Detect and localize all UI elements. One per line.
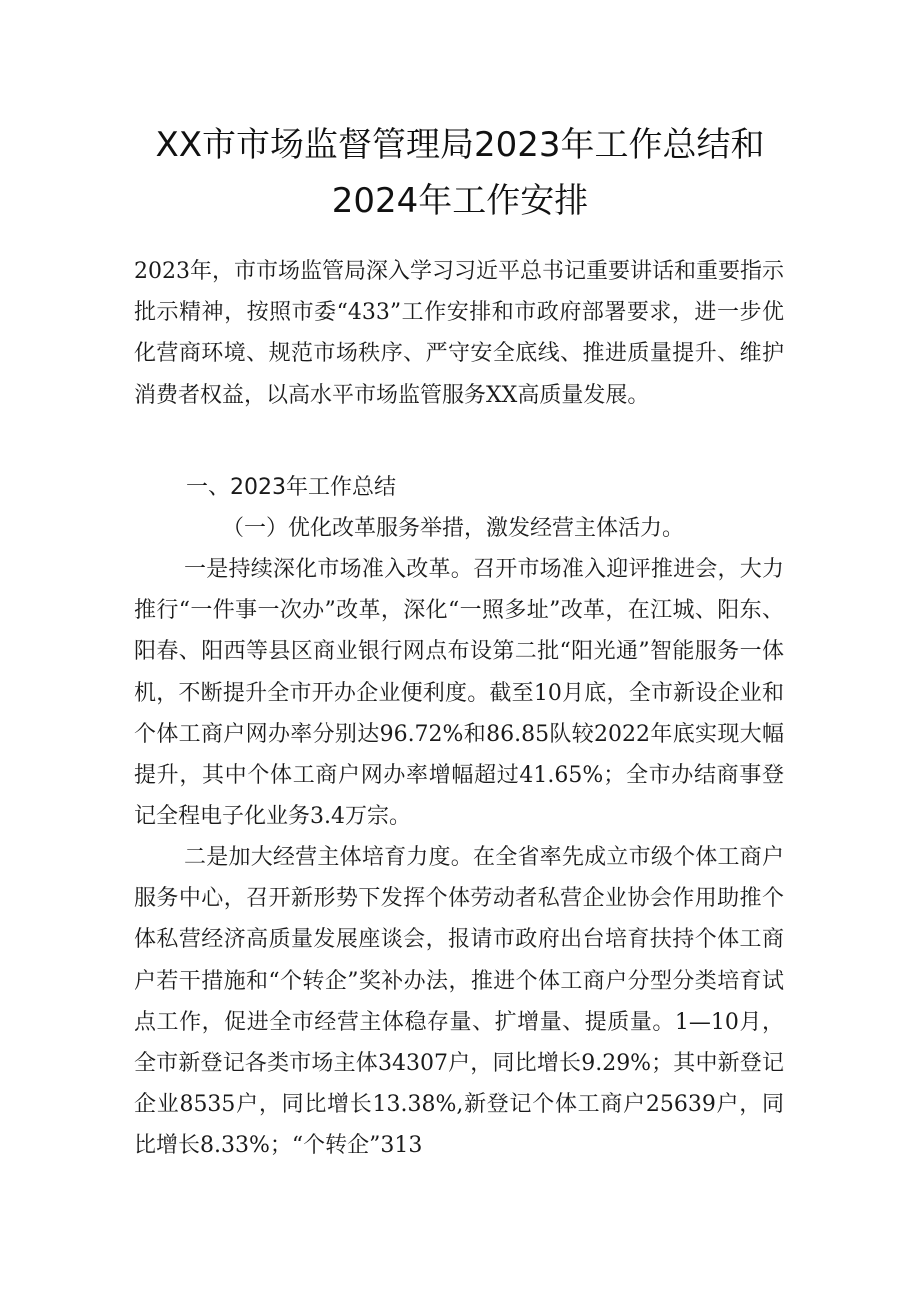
subsection-heading: （一）优化改革服务举措，激发经营主体活力。 [222, 516, 685, 541]
body-paragraph-2: 二是加大经营主体培育力度。在全省率先成立市级个体工商户服务中心，召开新形势下发挥个体劳动者私营企业协会作用助推个体私营经济高质量发展座谈会，报请市政府出台培育扶持个体工商户若干措施和“个转企”奖补办法，推进个体工商户分型分类培育试点工作，促进全市经营主体稳存量、扩增量、提质量。1—10月，全市新登记各类市场主体34307户，同比增长9.29%；其中新登记企业8535户，同比增长13.38%,新登记个体工商户25639户，同比增长8.33%；“个转企”313 [134, 845, 784, 1159]
document-title-line-2: 2024年工作安排 [331, 181, 589, 221]
intro-paragraph: 2023年，市市场监管局深入学习习近平总书记重要讲话和重要指示批示精神，按照市委“433”工作安排和市政府部署要求，进一步优化营商环境、规范市场秩序、严守安全底线、推进质量提升、维护消费者权益，以高水平市场监管服务XX高质量发展。 [134, 259, 784, 408]
document-title-line-1: XX市市场监督管理局2023年工作总结和 [155, 125, 765, 165]
body-paragraph-1: 一是持续深化市场准入改革。召开市场准入迎评推进会，大力推行“一件事一次办”改革，深化“一照多址”改革，在江城、阳东、阳春、阳西等县区商业银行网点布设第二批“阳光通”智能服务一体机，不断提升全市开办企业便利度。截至10月底，全市新设企业和个体工商户网办率分别达96.72%和86.85队较2022年底实现大幅提升，其中个体工商户网办率增幅超过41.65%；全市办结商事登记全程电子化业务3.4万宗。 [134, 557, 784, 830]
section-heading: 一、2023年工作总结 [186, 475, 396, 500]
